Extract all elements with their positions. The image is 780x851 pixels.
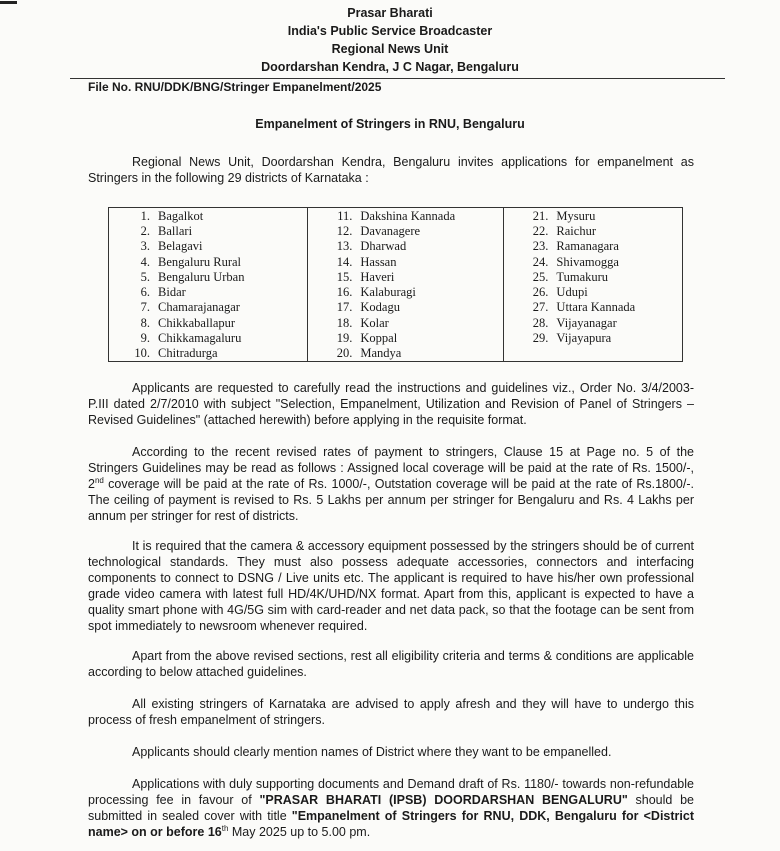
districts-table [108, 207, 683, 362]
district-number [503, 346, 556, 362]
header-divider [70, 78, 725, 79]
district-number: 11. [337, 208, 353, 223]
org-tagline: India's Public Service Broadcaster [287, 24, 493, 38]
district-number: 17. [336, 300, 353, 315]
paragraph-submission: Applications with duly supporting documents and Demand draft of Rs. 1180/- towards non-refundable processing fee in favour of "PRASAR BHARATI (IPSB) DOORDARSHAN BENGALURU" should be submitted in sealed cover with title "Empanelment of Stringers for RNU, DDK, Bengaluru for <District name> on or before 16th May 2025 up to 5.00 pm. [88, 777, 695, 839]
org-name: Prasar Bharati [347, 6, 433, 20]
district-number: 16. [336, 285, 353, 300]
district-number: 19. [336, 331, 353, 346]
district-name: Mysuru [556, 208, 596, 223]
district-number: 27. [532, 300, 549, 315]
district-name: Bidar [158, 284, 307, 299]
table-row [109, 208, 683, 224]
district-name: Vijayapura [556, 331, 612, 346]
table-row [109, 315, 683, 330]
district-number: 4. [140, 254, 151, 269]
district-number: 12. [336, 223, 353, 238]
district-name: Dharwad [360, 239, 503, 254]
table-row [109, 239, 683, 254]
paragraph-existing-stringers: All existing stringers of Karnataka are advised to apply afresh and they will have to undergo this process of fresh empanelment of stringers. [88, 697, 694, 727]
district-name: Tumakuru [556, 269, 609, 284]
district-number: 20. [336, 346, 353, 361]
district-number: 10. [134, 346, 151, 361]
district-number: 2. [140, 223, 151, 238]
district-name: Bagalkot [158, 208, 307, 224]
district-number: 7. [140, 300, 151, 315]
district-name: Haveri [360, 269, 503, 284]
district-number: 15. [336, 269, 353, 284]
district-number: 29. [532, 331, 549, 346]
table-row [109, 346, 683, 362]
table-row [109, 254, 683, 269]
district-name: Bengaluru Rural [158, 254, 307, 269]
district-number: 5. [140, 269, 151, 284]
district-name: Bengaluru Urban [158, 269, 307, 284]
file-number: File No. RNU/DDK/BNG/Stringer Empanelment/2025 [88, 80, 382, 94]
district-name: Raichur [556, 223, 596, 238]
district-number: 18. [336, 315, 353, 330]
district-number: 22. [532, 223, 549, 238]
paragraph-guidelines: Applicants are requested to carefully read the instructions and guidelines viz., Order No. 3/4/2003-P.III dated 2/7/2010 with subject "Selection, Empanelment, Utilization and Revision of Panel of Stringers – Revised Guidelines" (attached herewith) before applying in the requisite format. [88, 381, 694, 427]
district-name: Chamarajanagar [158, 300, 307, 315]
org-address: Doordarshan Kendra, J C Nagar, Bengaluru [261, 60, 519, 74]
district-number: 25. [532, 269, 549, 284]
district-name: Chikkamagaluru [158, 330, 307, 345]
district-name: Chikkaballapur [158, 315, 307, 330]
table-row [109, 269, 683, 284]
paragraph-district-mention: Applicants should clearly mention names of District where they want to be empanelled. [132, 745, 612, 759]
table-row [109, 330, 683, 345]
scan-edge-mark [0, 1, 17, 4]
table-row [109, 284, 683, 299]
district-number: 21. [532, 208, 549, 223]
district-number: 14. [336, 254, 353, 269]
district-name: Vijayanagar [556, 315, 617, 330]
district-name: Kodagu [360, 300, 503, 315]
district-name: Chitradurga [158, 346, 307, 362]
district-name: Uttara Kannada [556, 300, 636, 315]
intro-paragraph: Regional News Unit, Doordarshan Kendra, Bengaluru invites applications for empanelment as Stringers in the following 29 districts of Karnataka : [88, 155, 694, 185]
district-number: 13. [336, 239, 353, 254]
district-number: 3. [140, 239, 151, 254]
table-row [109, 300, 683, 315]
table-row [109, 223, 683, 238]
district-number: 9. [140, 331, 151, 346]
district-name: Hassan [360, 254, 503, 269]
district-number: 28. [532, 315, 549, 330]
district-name: Kalaburagi [360, 284, 503, 299]
subject-heading: Empanelment of Stringers in RNU, Bengaluru [255, 117, 525, 131]
district-number: 26. [532, 285, 549, 300]
district-number: 6. [140, 285, 151, 300]
district-name: Udupi [556, 285, 588, 300]
district-number: 23. [532, 239, 549, 254]
district-number: 24. [532, 254, 549, 269]
district-name: Koppal [360, 330, 503, 345]
district-name: Shivamogga [556, 254, 619, 269]
unit-name: Regional News Unit [331, 42, 449, 56]
paragraph-equipment: It is required that the camera & accessory equipment possessed by the stringers should be of current technological standards. They must also possess adequate accessories, connectors and interfacing components to connect to DSNG / Live units etc. The applicant is required to have his/her own professional grade video camera with latest full HD/4K/UHD/NX format. Apart from this, applicant is expected to have a quality smart phone with 4G/5G sim with card-reader and net data pack, so that the footage can be sent from spot immediately to newsroom whenever required. [88, 539, 694, 633]
district-name: Kolar [360, 315, 503, 330]
district-name: Davanagere [360, 223, 503, 238]
paragraph-eligibility: Apart from the above revised sections, rest all eligibility criteria and terms & conditions are applicable according to below attached guidelines. [88, 649, 694, 679]
district-name: Dakshina Kannada [360, 208, 503, 224]
district-name [556, 346, 682, 362]
district-name: Belagavi [158, 239, 307, 254]
district-name: Ramanagara [556, 239, 619, 254]
district-name: Ballari [158, 223, 307, 238]
paragraph-payment-rates: According to the recent revised rates of payment to stringers, Clause 15 at Page no. 5 of the Stringers Guidelines may be read as follows : Assigned local coverage will be paid at the rate of Rs. 1500/-, 2nd coverage will be paid at the rate of Rs. 1000/-, Outstation coverage will be paid at the rate of Rs.1800/-. The ceiling of payment is revised to Rs. 5 Lakhs per annum per stringer for Bengaluru and Rs. 4 Lakhs per annum per stringer for rest of districts. [88, 445, 694, 523]
district-name: Mandya [360, 346, 503, 362]
district-number: 8. [140, 315, 151, 330]
district-number: 1. [140, 208, 151, 223]
